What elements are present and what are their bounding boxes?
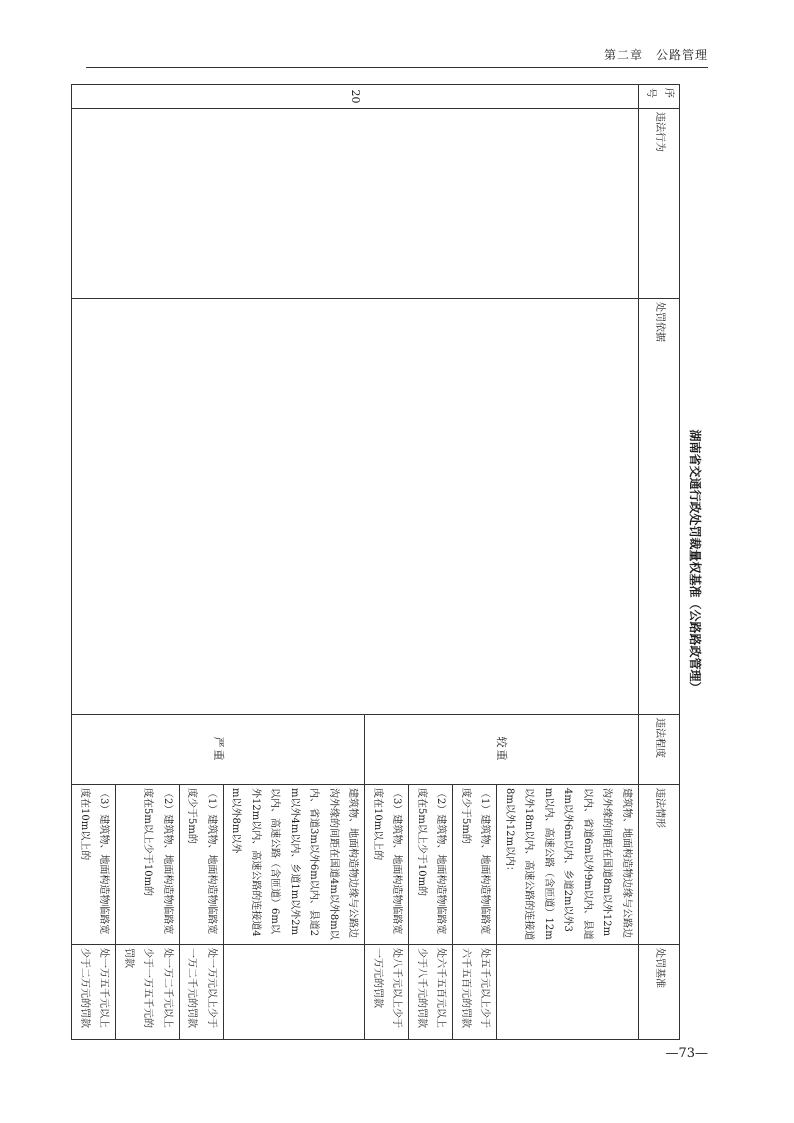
header-degree: 违法程度	[639, 715, 680, 785]
standard-cell: 处八千元以上少于一万元的罚款	[365, 945, 409, 1040]
table-header-row	[639, 85, 680, 1040]
serial-cell: 20	[72, 85, 639, 109]
degree-cell: 严重	[72, 715, 365, 785]
table-row	[497, 85, 639, 1040]
situation-cell: （2）建筑物、地面构造物临路宽度在5m以上少于10m的	[116, 785, 180, 945]
degree-cell: 较重	[365, 715, 639, 785]
header-basis: 处罚依据	[639, 299, 680, 715]
standard-cell: 处五千元以上少于六千五百元的罚款	[453, 945, 497, 1040]
standard-empty-cell	[497, 945, 639, 1040]
situation-cell: （3）建筑物、地面构造物临路宽度在10m以上的	[365, 785, 409, 945]
standard-cell: 处一万五千元以上少于二万元的罚款	[72, 945, 116, 1040]
rotated-table-container	[79, 84, 708, 1039]
standard-empty-cell	[224, 945, 366, 1040]
running-head: 第二章 公路管理	[603, 48, 708, 62]
header-serial: 序号	[639, 85, 680, 109]
penalty-table	[72, 84, 681, 1040]
situation-cell: （1）建筑物、地面构造物临路宽度少于5m的	[453, 785, 497, 945]
table-title: 湖南省交通行政处罚裁量权基准（公路路政管理）	[688, 429, 702, 694]
header-rule	[86, 67, 708, 68]
situation-cell: （3）建筑物、地面构造物临路宽度在10m以上的	[72, 785, 116, 945]
page-number: —73—	[665, 1046, 708, 1061]
header-situation: 违法情形	[639, 785, 680, 945]
header-standard: 处罚基准	[639, 945, 680, 1040]
header-behavior: 违法行为	[639, 109, 680, 299]
situation-intro-cell: 建筑物、地面构造物边缘与公路边沟外缘的间距在国道8m以外12m以内、省道6m以外9m以内、县道4m以外6m以内、乡道2m以外3m以内、高速公路（含匝道）12m以外18m以内、高速公路的连接道8m以外12m以内：	[497, 785, 639, 945]
standard-cell: 处一万二千元以上少于一万五千元的罚款	[116, 945, 180, 1040]
situation-cell: （2）建筑物、地面构造物临路宽度在5m以上少于10m的	[409, 785, 453, 945]
situation-intro-cell: 建筑物、地面构造物边缘与公路边沟外缘的间距在国道4m以外8m以内、省道3m以外6m以内、县道2m以外4m以内、乡道1m以外2m以内、高速公路（含匝道）6m以外12m以内、高速公路的连接道4m以外8m以外	[224, 785, 366, 945]
standard-cell: 处六千五百元以上少于八千元的罚款	[409, 945, 453, 1040]
situation-cell: （1）建筑物、地面构造物临路宽度少于5m的	[180, 785, 224, 945]
behavior-cell	[72, 109, 639, 299]
standard-cell: 处一万元以上少于一万二千元的罚款	[180, 945, 224, 1040]
basis-cell	[72, 299, 639, 715]
